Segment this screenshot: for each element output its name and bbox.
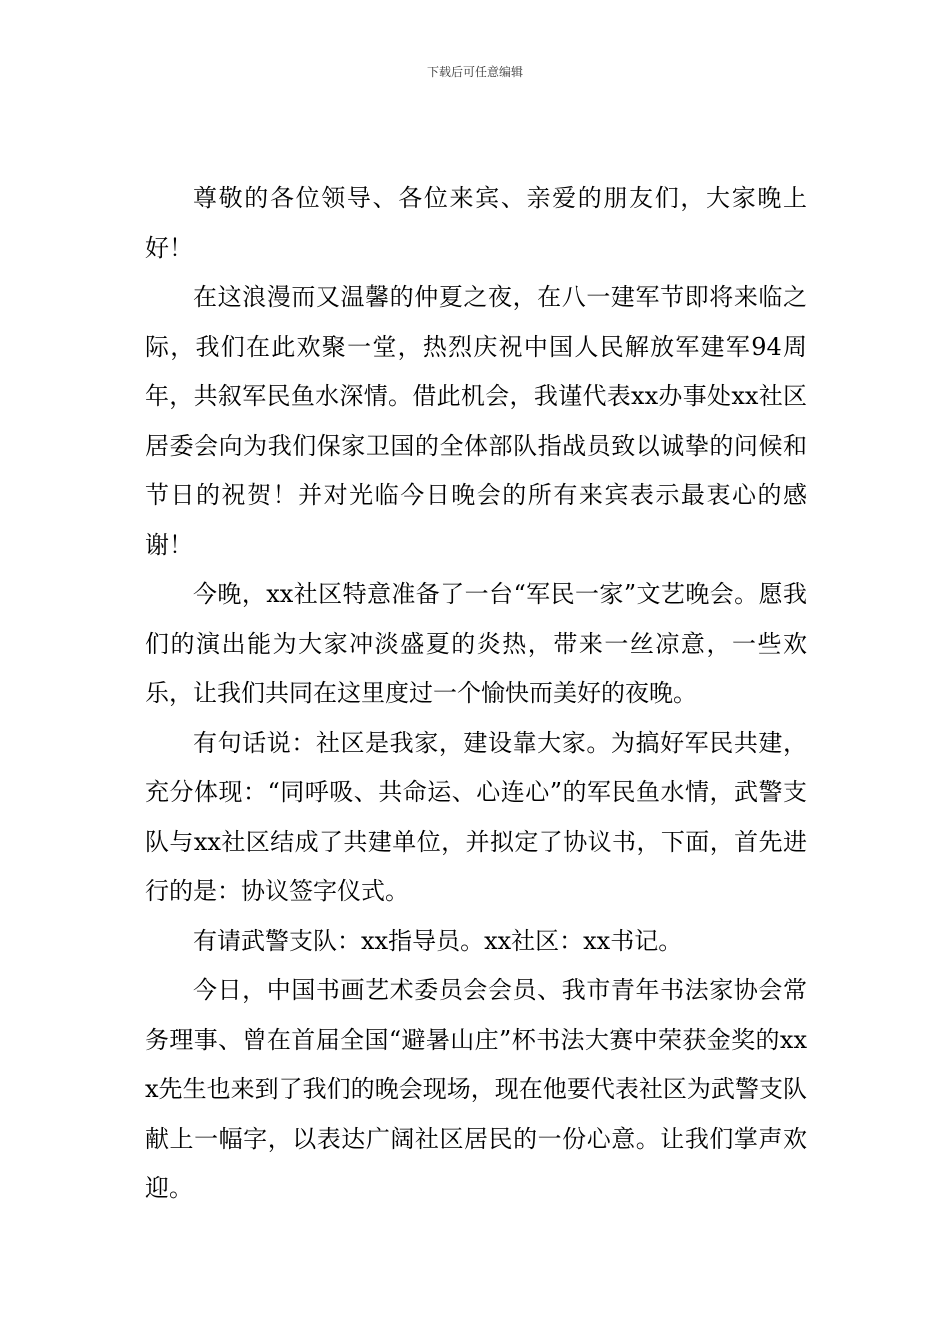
paragraph-calligraphy: 今日，中国书画艺术委员会会员、我市青年书法家协会常务理事、曾在首届全国“避暑山庄”杯书法大赛中荣获金奖的xxx先生也来到了我们的晚会现场，现在他要代表社区为武警支队献上一幅字，以表达广阔社区居民的一份心意。让我们掌声欢迎。	[145, 976, 807, 1202]
paragraph-signing-invite: 有请武警支队：xx指导员。xx社区：xx书记。	[193, 926, 683, 955]
paragraph-greeting: 尊敬的各位领导、各位来宾、亲爱的朋友们，大家晚上好！	[145, 184, 807, 262]
paragraph-tonight: 今晚，xx社区特意准备了一台“军民一家”文艺晚会。愿我们的演出能为大家冲淡盛夏的炎热，带来一丝凉意，一些欢乐，让我们共同在这里度过一个愉快而美好的夜晚。	[145, 580, 807, 707]
paragraph-co-construction: 有句话说：社区是我家，建设靠大家。为搞好军民共建，充分体现：“同呼吸、共命运、心连心”的军民鱼水情，武警支队与xx社区结成了共建单位，并拟定了协议书，下面，首先进行的是：协议签字仪式。	[145, 728, 807, 905]
paragraph-celebration: 在这浪漫而又温馨的仲夏之夜，在八一建军节即将来临之际，我们在此欢聚一堂，热烈庆祝中国人民解放军建军94周年，共叙军民鱼水深情。借此机会，我谨代表xx办事处xx社区居委会向为我们保家卫国的全体部队指战员致以诚挚的问候和节日的祝贺！并对光临今日晚会的所有来宾表示最衷心的感谢！	[145, 283, 807, 559]
page-header-note: 下载后可任意编辑	[426, 65, 523, 79]
document-body	[145, 174, 807, 1214]
